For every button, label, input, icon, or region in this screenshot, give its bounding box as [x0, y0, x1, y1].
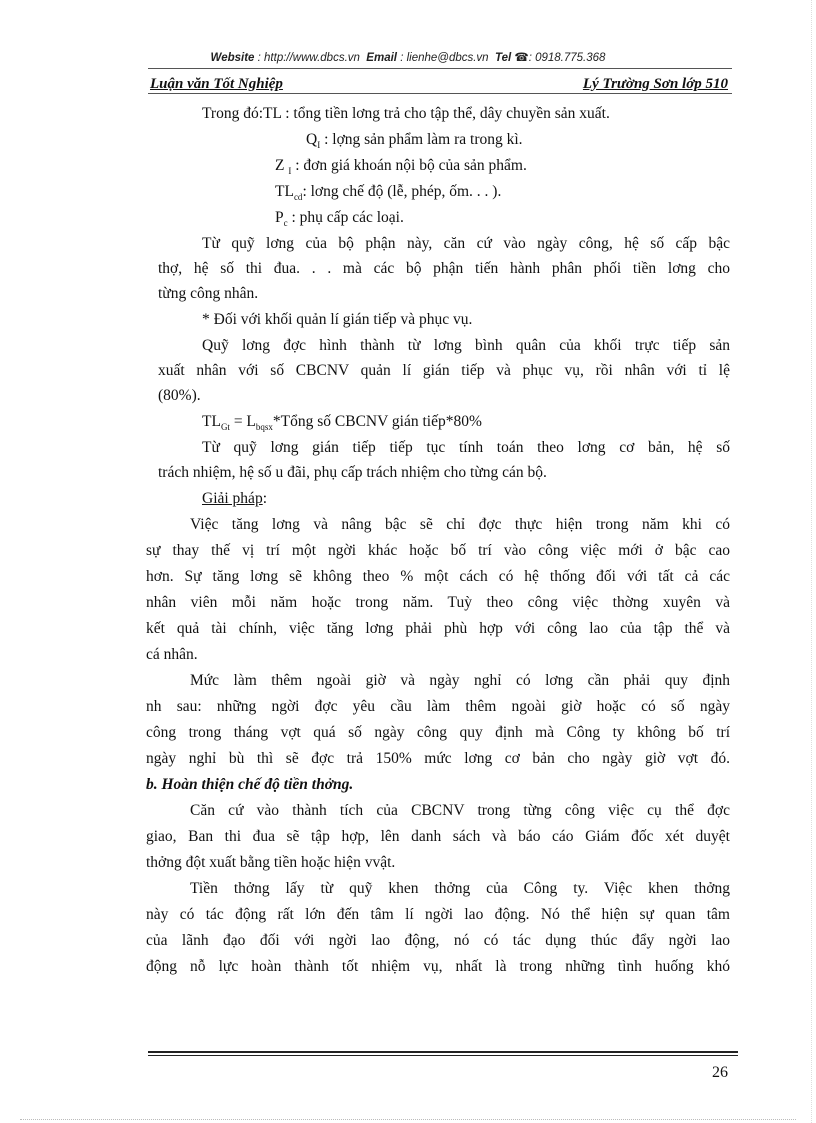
text-line: trách nhiệm, hệ số u đãi, phụ cấp trách nhiệm cho từng cán bộ. [158, 464, 547, 481]
text-line [275, 208, 404, 228]
text-line: từng công nhân. [158, 285, 259, 302]
var-desc: : lơng chế độ (lễ, phép, ốm. . . ). [302, 183, 502, 200]
var-z: Z [275, 157, 285, 174]
text-line: của lãnh đạo đối với ngời lao động, nó có tác dụng thúc đẩy ngời lao [146, 932, 730, 949]
subheading-solution [202, 489, 267, 509]
var-desc: : lợng sản phẩm làm ra trong kì. [320, 131, 523, 148]
page-edge-dotted [20, 1119, 796, 1120]
text-line: nhân viên mỗi năm hoặc trong năm. Tuỳ theo công việc thờng xuyên và [146, 594, 730, 611]
text-line: cá nhân. [146, 646, 198, 663]
phone-icon: ☎ [514, 52, 529, 64]
text-line: hơn. Sự tăng lơng sẽ không theo % một cách có hệ thống đối với tất cả các [146, 568, 730, 585]
var-subscript: cd [293, 192, 303, 203]
text-line: Việc tăng lơng và nâng bậc sẽ chỉ đợc thực hiện trong năm khi có [190, 516, 730, 533]
header-thesis-title: Luận văn Tốt Nghiệp [150, 76, 283, 92]
text-line: Quỹ lơng đợc hình thành từ lơng bình quân của khối trực tiếp sản [202, 337, 730, 354]
text-line [306, 130, 523, 150]
text-line: Trong đó:TL : tổng tiền lơng trả cho tập thể, dây chuyền sản xuất. [202, 105, 610, 122]
footer-rule-thin [148, 1055, 738, 1056]
text-line: này có tác động rất lớn đến tâm lí ngời lao động. Nó thể hiện sự quan tâm [146, 906, 730, 923]
var-subscript: c [283, 218, 288, 229]
text-line: thợ, hệ số thi đua. . . mà các bộ phận tiến hành phân phối tiền lơng cho [158, 260, 730, 277]
text-line: thởng đột xuất bằng tiền hoặc hiện vvật. [146, 854, 396, 871]
formula-line [202, 412, 482, 432]
header-bottom-rule [148, 93, 732, 94]
email-address[interactable]: : lienhe@dbcs.vn [400, 52, 489, 64]
var-tl: TL [275, 183, 294, 200]
text-line [275, 182, 501, 202]
header-top-rule [148, 68, 732, 69]
tel-label: Tel [494, 52, 512, 64]
website-line [0, 50, 816, 64]
text-line: * Đối với khối quản lí gián tiếp và phục vụ. [202, 311, 473, 328]
text-line: nh sau: những ngời đợc yêu cầu làm thêm ngoài giờ hoặc có số ngày [146, 698, 730, 715]
formula-var: TL [202, 413, 221, 430]
email-label: Email [366, 52, 397, 64]
website-url[interactable]: : http://www.dbcs.vn [257, 52, 360, 64]
section-heading-b: b. Hoàn thiện chế độ tiền thởng. [146, 776, 354, 793]
var-desc: : đơn giá khoán nội bộ của sản phẩm. [291, 157, 527, 174]
text-line: Mức làm thêm ngoài giờ và ngày nghỉ có lơng cần phải quy định [190, 672, 730, 689]
text-line: động nỗ lực hoàn thành tốt nhiệm vụ, nhất là trong những tình huống khó [146, 958, 730, 975]
var-desc: : phụ cấp các loại. [287, 209, 404, 226]
text-line: kết quả tài chính, việc tăng lơng phải phù hợp với công lao của tập thể và [146, 620, 730, 637]
formula-subscript: bqsx [255, 422, 273, 433]
text-line: sự thay thế vị trí một ngời khác hoặc bố trí vào công việc mới ở bậc cao [146, 542, 730, 559]
var-q: Q [306, 131, 318, 148]
website-label: Website [210, 52, 255, 64]
solution-label: Giải pháp [202, 490, 263, 507]
header-author: Lý Trường Sơn lớp 510 [582, 76, 728, 92]
text-line: xuất nhân với số CBCNV quản lí gián tiếp và phục vụ, rồi nhân với tỉ lệ [158, 362, 730, 379]
footer-rule [148, 1051, 738, 1053]
text-line: Căn cứ vào thành tích của CBCNV trong từng công việc cụ thể đợc [190, 802, 730, 819]
page-number: 26 [712, 1064, 728, 1081]
formula-rest: *Tổng số CBCNV gián tiếp*80% [272, 413, 482, 430]
var-p: P [275, 209, 284, 226]
var-subscript: I [288, 166, 292, 177]
text-line [275, 156, 527, 176]
text-line: Từ quỹ lơng của bộ phận này, căn cứ vào ngày công, hệ số cấp bậc [202, 235, 730, 252]
var-subscript: I [317, 140, 321, 151]
formula-eq: = L [229, 413, 256, 430]
text-line: công trong tháng vợt quá số ngày công quy định mà Công ty không bố trí [146, 724, 730, 741]
formula-subscript: Gt [220, 422, 230, 433]
text-line: Tiền thởng lấy từ quỹ khen thởng của Công ty. Việc khen thởng [190, 880, 730, 897]
text-line: Từ quỹ lơng gián tiếp tiếp tục tính toán theo lơng cơ bản, hệ số [202, 439, 730, 456]
text-line: ngày nghỉ bù thì sẽ đợc trả 150% mức lơng cơ bản cho ngày giờ vợt đó. [146, 750, 730, 767]
text-line: giao, Ban thi đua sẽ tập hợp, lên danh sách và báo cáo Giám đốc xét duyệt [146, 828, 730, 845]
text-line: (80%). [158, 387, 201, 404]
tel-number: : 0918.775.368 [528, 52, 606, 64]
page-edge-dotted-vertical [811, 0, 812, 1123]
solution-colon: : [262, 490, 268, 507]
